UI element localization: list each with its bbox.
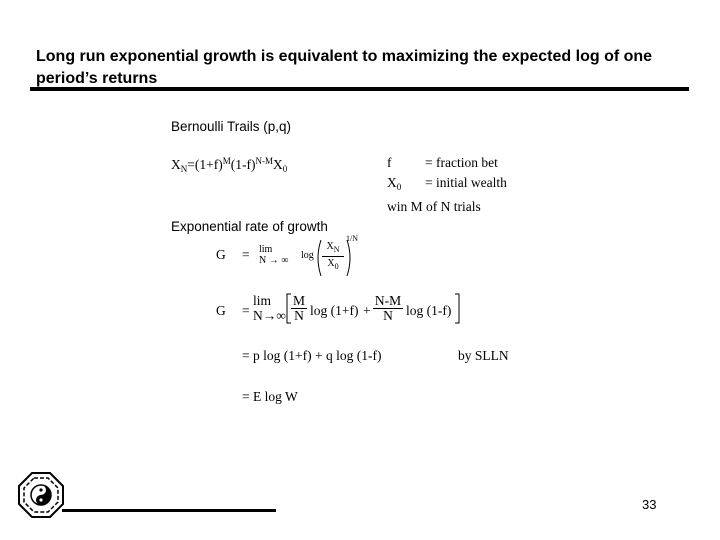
slln-note: by SLLN <box>458 348 509 363</box>
exponent-1: 1/N <box>346 234 358 243</box>
frac-1-num <box>322 240 344 257</box>
eq-mid: =(1+f) <box>187 157 223 172</box>
eq-mid2: (1-f) <box>230 157 256 172</box>
title-underline <box>30 87 689 91</box>
legend-x0-desc: = initial wealth <box>425 175 507 190</box>
plus-sign: + <box>363 303 371 318</box>
lim-1-sub: N → ∞ <box>259 255 289 266</box>
legend-x0-sub: 0 <box>396 182 402 192</box>
frac-2-den: N <box>294 308 304 323</box>
eq-x: X <box>171 157 181 172</box>
growth-heading: Exponential rate of growth <box>171 219 328 234</box>
frac-1-den-sub: 0 <box>334 262 339 271</box>
legend-x0-x: X <box>387 175 397 190</box>
log-3: log (1-f) <box>406 303 452 318</box>
g-symbol-2: G <box>216 303 226 318</box>
page-number: 33 <box>642 497 657 512</box>
eq-nm-sup: N-M <box>255 156 273 166</box>
slide-title: Long run exponential growth is equivalent to maximizing the expected log of one period’s returns <box>36 48 653 87</box>
eq-m-sup: M <box>222 156 231 166</box>
log-1: log <box>301 250 314 261</box>
frac-1-den <box>322 257 344 273</box>
frac-1 <box>322 240 344 273</box>
lim-2 <box>253 293 286 323</box>
g-equals-2: = <box>242 303 250 318</box>
frac-2 <box>291 294 307 323</box>
legend-x0-symbol <box>387 175 425 192</box>
lim-2-word: lim <box>253 293 272 308</box>
legend-f-desc: = fraction bet <box>425 155 498 170</box>
frac-3-den: N <box>383 308 393 323</box>
frac-1-num-x: X <box>326 241 334 252</box>
eq-x0: X <box>272 157 283 172</box>
g-symbol-1: G <box>216 247 226 262</box>
frac-3-num: N-M <box>374 293 402 308</box>
g-equals-1: = <box>242 247 250 262</box>
legend-f <box>387 155 498 171</box>
bernoulli-heading: Bernoulli Trails (p,q) <box>171 119 292 134</box>
frac-2-num: M <box>292 293 305 308</box>
growth-line-3: = p log (1+f) + q log (1-f) <box>242 348 382 363</box>
growth-line-4: = E log W <box>242 389 298 404</box>
bagua-logo-icon <box>17 471 65 519</box>
frac-1-num-sub: N <box>333 245 340 254</box>
frac-3 <box>373 294 403 323</box>
legend-f-symbol: f <box>387 155 392 170</box>
legend-trials: win M of N trials <box>387 199 481 214</box>
eq-x-sub: N <box>180 164 188 174</box>
footer-rule <box>62 509 276 512</box>
lim-1-word: lim <box>259 244 273 255</box>
lim-2-sub: N→∞ <box>253 308 286 323</box>
legend-x0 <box>387 175 507 192</box>
frac-1-den-x: X <box>327 258 335 269</box>
wealth-equation <box>171 156 287 174</box>
log-2: log (1+f) <box>310 303 359 318</box>
eq-x0-sub: 0 <box>282 164 288 174</box>
lim-1 <box>259 244 288 266</box>
